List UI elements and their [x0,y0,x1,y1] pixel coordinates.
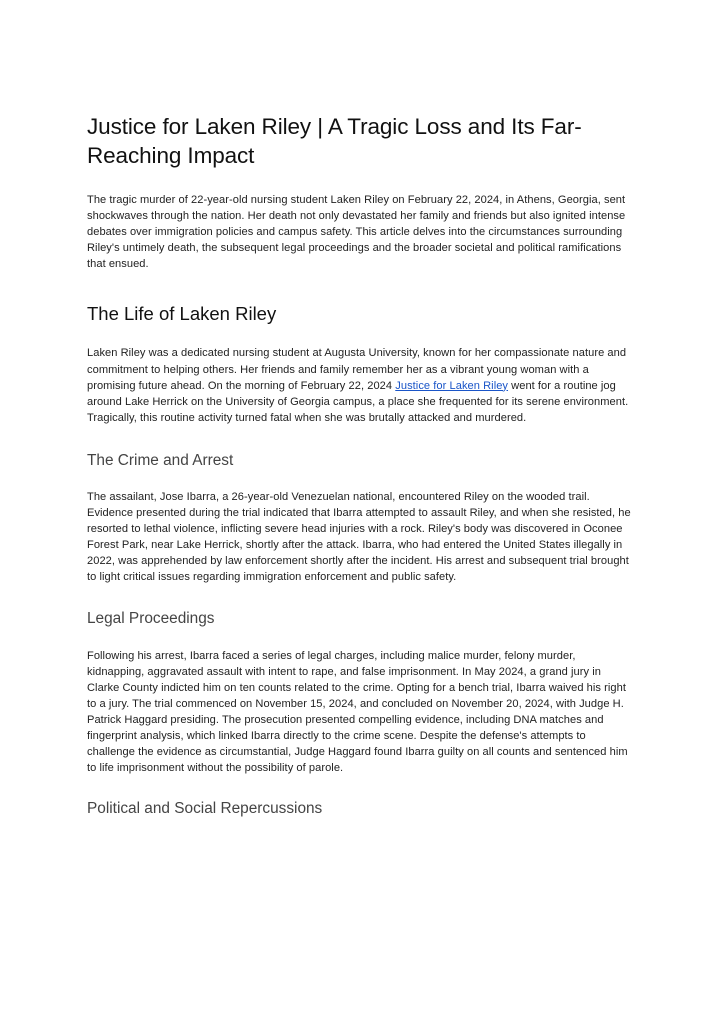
page-title: Justice for Laken Riley | A Tragic Loss and Its Far-Reaching Impact [87,114,582,168]
legal-paragraph: Following his arrest, Ibarra faced a series of legal charges, including malice murder, felony murder, kidnapping, aggravated assault with intent to rape, and false imprisonment. In May 2024, a grand jury in Clarke County indicted him on ten counts related to the crime. Opting for a bench trial, Ibarra waived his right to a jury. The trial commenced on November 15, 2024, and concluded on November 20, 2024, with Judge H. Patrick Haggard presiding. The prosecution presented compelling evidence, including DNA matches and fingerprint analysis, which linked Ibarra directly to the crime scene. Despite the defense's attempts to challenge the evidence as circumstantial, Judge Haggard found Ibarra guilty on all counts and sentenced him to life imprisonment without the possibility of parole. [87,649,628,775]
life-text-before-link: Laken Riley was a dedicated nursing student at Augusta University, known for her compassionate nature and commitment to helping others. Her friends and family remember her as a vibrant young woman with a promising future ahead. On the morning of February 22, 2024 [87,347,627,392]
section-heading-legal: Legal Proceedings [87,609,215,627]
section-heading-crime: The Crime and Arrest [87,451,234,469]
justice-for-laken-riley-link[interactable]: Justice for Laken Riley [395,379,509,392]
section-heading-political: Political and Social Repercussions [87,800,323,818]
life-paragraph [87,345,632,425]
crime-paragraph: The assailant, Jose Ibarra, a 26-year-old Venezuelan national, encountered Riley on the wooded trail. Evidence presented during the trial indicated that Ibarra attempted to assault Riley, and when she resisted, he resorted to lethal violence, inflicting severe head injuries with a rock. Riley's body was discovered in Oconee Forest Park, near Lake Herrick, shortly after the attack. Ibarra, who had entered the United States illegally in 2022, was apprehended by law enforcement shortly after the incident. His arrest and subsequent trial brought to light critical issues regarding immigration enforcement and public safety. [87,490,631,584]
section-heading-life: The Life of Laken Riley [87,303,277,325]
document-page [87,112,632,819]
life-text-after-link: went for a routine jog around Lake Herrick on the University of Georgia campus, a place she frequented for its serene environment. Tragically, this routine activity turned fatal when she was brutally attacked and murdered. [87,379,629,424]
intro-paragraph: The tragic murder of 22-year-old nursing student Laken Riley on February 22, 2024, in Athens, Georgia, sent shockwaves through the nation. Her death not only devastated her family and friends but also ignited intense debates over immigration policies and campus safety. This article delves into the circumstances surrounding Riley's untimely death, the subsequent legal proceedings and the broader societal and political ramifications that ensued. [87,194,626,271]
